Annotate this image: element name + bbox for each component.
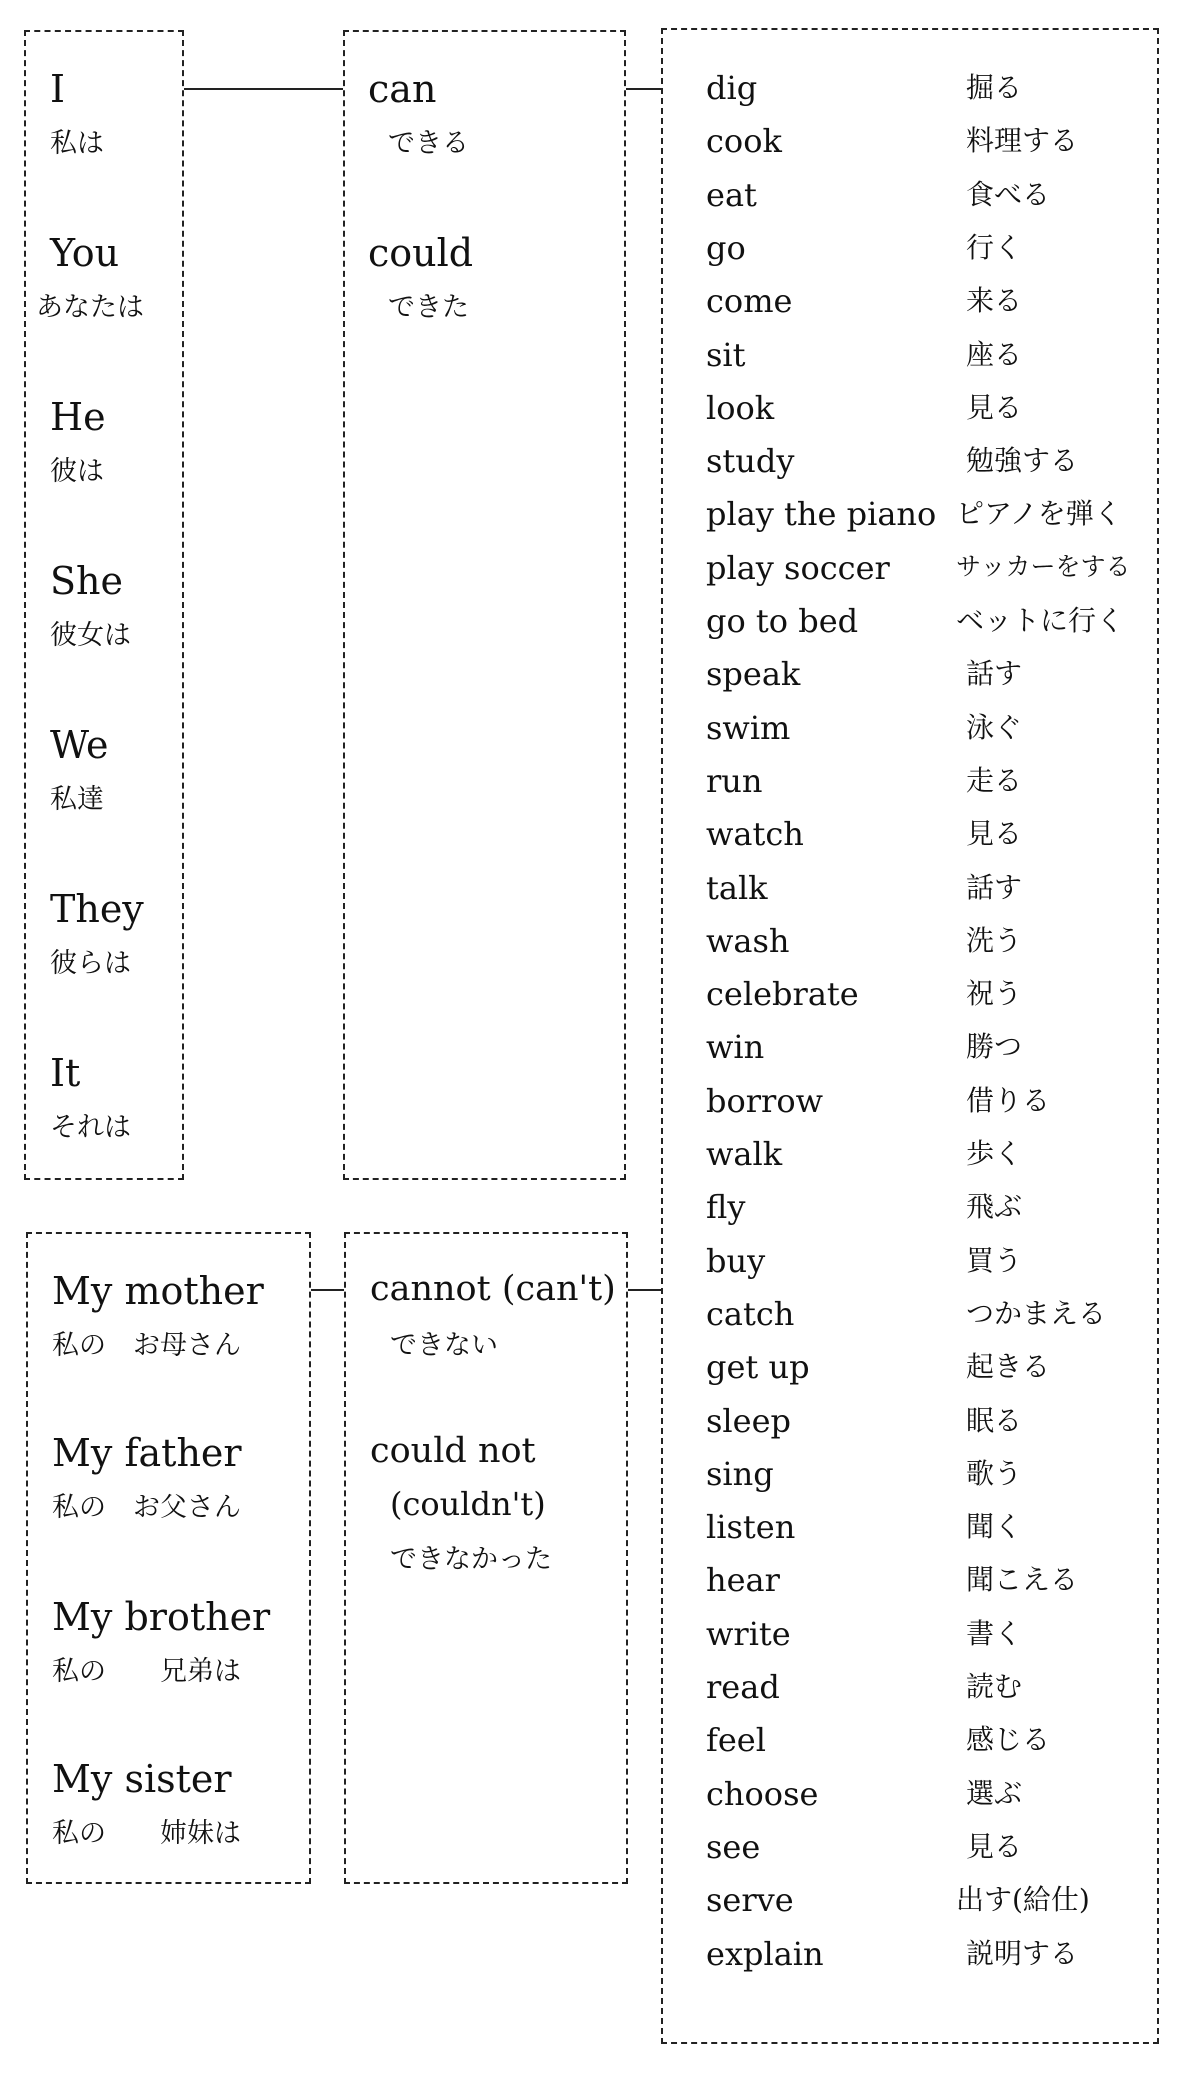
modals-top-box <box>343 30 626 1180</box>
verb-ja: 泳ぐ <box>966 711 1023 744</box>
verb-en: see <box>706 1828 761 1866</box>
verb-en: buy <box>706 1242 766 1280</box>
verb-ja: 感じる <box>966 1723 1051 1756</box>
subject-en: He <box>50 395 106 439</box>
verb-en: eat <box>706 176 757 214</box>
subject-en: It <box>50 1051 81 1095</box>
verb-en: celebrate <box>706 975 859 1013</box>
connector-subject-modal-bottom <box>311 1289 344 1291</box>
verb-en: talk <box>706 869 768 907</box>
verb-ja: 聞こえる <box>966 1563 1079 1596</box>
subject-ja: あなたは <box>36 292 144 323</box>
verb-ja: 洗う <box>966 924 1023 957</box>
subject-ja: 彼女は <box>50 620 131 651</box>
verb-ja: 買う <box>966 1244 1023 1277</box>
verb-en: fly <box>706 1188 746 1226</box>
verb-ja: 食べる <box>966 178 1051 211</box>
verb-en: win <box>706 1028 765 1066</box>
subject-ja: 私達 <box>50 784 104 815</box>
subject-en: My father <box>52 1431 242 1475</box>
verb-en: play soccer <box>706 549 890 587</box>
subject-ja: 私の お母さん <box>52 1330 241 1361</box>
verb-ja: 起きる <box>966 1350 1051 1383</box>
verb-ja: 読む <box>966 1670 1023 1703</box>
verb-en: walk <box>706 1135 783 1173</box>
subject-ja: 私は <box>50 128 104 159</box>
subject-ja: 彼は <box>50 456 104 487</box>
verb-ja: 話す <box>966 657 1023 690</box>
modal-en: can <box>368 67 437 111</box>
modal-en-contraction: (couldn't) <box>390 1485 546 1523</box>
verb-ja: 歌う <box>966 1457 1023 1490</box>
subject-ja: それは <box>50 1112 131 1143</box>
subjects-top-box <box>24 30 184 1180</box>
verb-ja: 説明する <box>966 1937 1079 1970</box>
modal-ja: できなかった <box>390 1544 552 1575</box>
modal-ja: できる <box>388 128 469 159</box>
connector-modal-verbs-top <box>626 88 661 90</box>
modal-ja: できた <box>388 292 469 323</box>
verb-en: come <box>706 282 793 320</box>
verb-ja: 行く <box>966 231 1023 264</box>
subject-en: My brother <box>52 1595 271 1639</box>
subject-ja: 私の 姉妹は <box>52 1818 241 1849</box>
verb-ja: 選ぶ <box>966 1777 1023 1810</box>
verb-ja: サッカーをする <box>956 552 1131 581</box>
verb-ja: 出す(給仕) <box>956 1883 1090 1916</box>
verb-en: listen <box>706 1508 796 1546</box>
verb-ja: 掘る <box>966 71 1023 104</box>
verb-en: look <box>706 389 775 427</box>
verb-ja: ピアノを弾く <box>956 497 1122 530</box>
verb-en: cook <box>706 122 782 160</box>
verb-en: borrow <box>706 1082 823 1120</box>
verb-ja: 来る <box>966 284 1023 317</box>
verb-en: feel <box>706 1721 766 1759</box>
subject-ja: 彼らは <box>50 948 131 979</box>
verb-ja: 眠る <box>966 1404 1023 1437</box>
verb-en: go to bed <box>706 602 859 640</box>
verb-en: dig <box>706 69 758 107</box>
subject-ja: 私の 兄弟は <box>52 1656 241 1687</box>
modal-ja: できない <box>390 1330 498 1361</box>
verb-en: sing <box>706 1455 774 1493</box>
verb-en: serve <box>706 1881 794 1919</box>
verb-ja: 書く <box>966 1617 1023 1650</box>
subject-en: She <box>50 559 123 603</box>
verb-en: hear <box>706 1561 780 1599</box>
verb-ja: 飛ぶ <box>966 1190 1023 1223</box>
verb-en: speak <box>706 655 801 693</box>
subject-en: My sister <box>52 1757 232 1801</box>
connector-subject-modal-top <box>184 88 343 90</box>
subject-en: You <box>50 231 120 275</box>
verb-ja: 勝つ <box>966 1030 1023 1063</box>
verb-ja: 見る <box>966 391 1023 424</box>
verb-ja: 料理する <box>966 124 1079 157</box>
verb-en: write <box>706 1615 791 1653</box>
subject-en: My mother <box>52 1269 264 1313</box>
verb-en: wash <box>706 922 790 960</box>
verb-en: choose <box>706 1775 819 1813</box>
verb-en: swim <box>706 709 791 747</box>
verb-ja: 見る <box>966 817 1023 850</box>
verb-en: run <box>706 762 763 800</box>
verb-ja: 座る <box>966 338 1023 371</box>
verb-en: get up <box>706 1348 810 1386</box>
verb-ja: 祝う <box>966 977 1023 1010</box>
verb-en: read <box>706 1668 780 1706</box>
verb-ja: 話す <box>966 871 1023 904</box>
verb-ja: 走る <box>966 764 1023 797</box>
verb-ja: つかまえる <box>966 1297 1107 1330</box>
verb-en: sleep <box>706 1402 792 1440</box>
verb-en: watch <box>706 815 804 853</box>
subject-en: I <box>50 67 66 111</box>
modal-en: could <box>368 231 474 275</box>
verb-ja: 見る <box>966 1830 1023 1863</box>
verb-ja: 勉強する <box>966 444 1079 477</box>
verb-en: study <box>706 442 795 480</box>
subject-ja: 私の お父さん <box>52 1492 241 1523</box>
verb-en: go <box>706 229 746 267</box>
connector-modal-verbs-bottom <box>628 1289 661 1291</box>
verb-ja: 聞く <box>966 1510 1023 1543</box>
subject-en: They <box>50 887 144 931</box>
verb-en: sit <box>706 336 746 374</box>
subject-en: We <box>50 723 109 767</box>
verb-en: play the piano <box>706 495 937 533</box>
verb-ja: ベットに行く <box>956 604 1125 637</box>
verb-en: catch <box>706 1295 795 1333</box>
modal-en: cannot (can't) <box>370 1269 616 1309</box>
verb-ja: 歩く <box>966 1137 1023 1170</box>
verb-ja: 借りる <box>966 1084 1051 1117</box>
verb-en: explain <box>706 1935 824 1973</box>
modal-en: could not <box>370 1431 536 1471</box>
